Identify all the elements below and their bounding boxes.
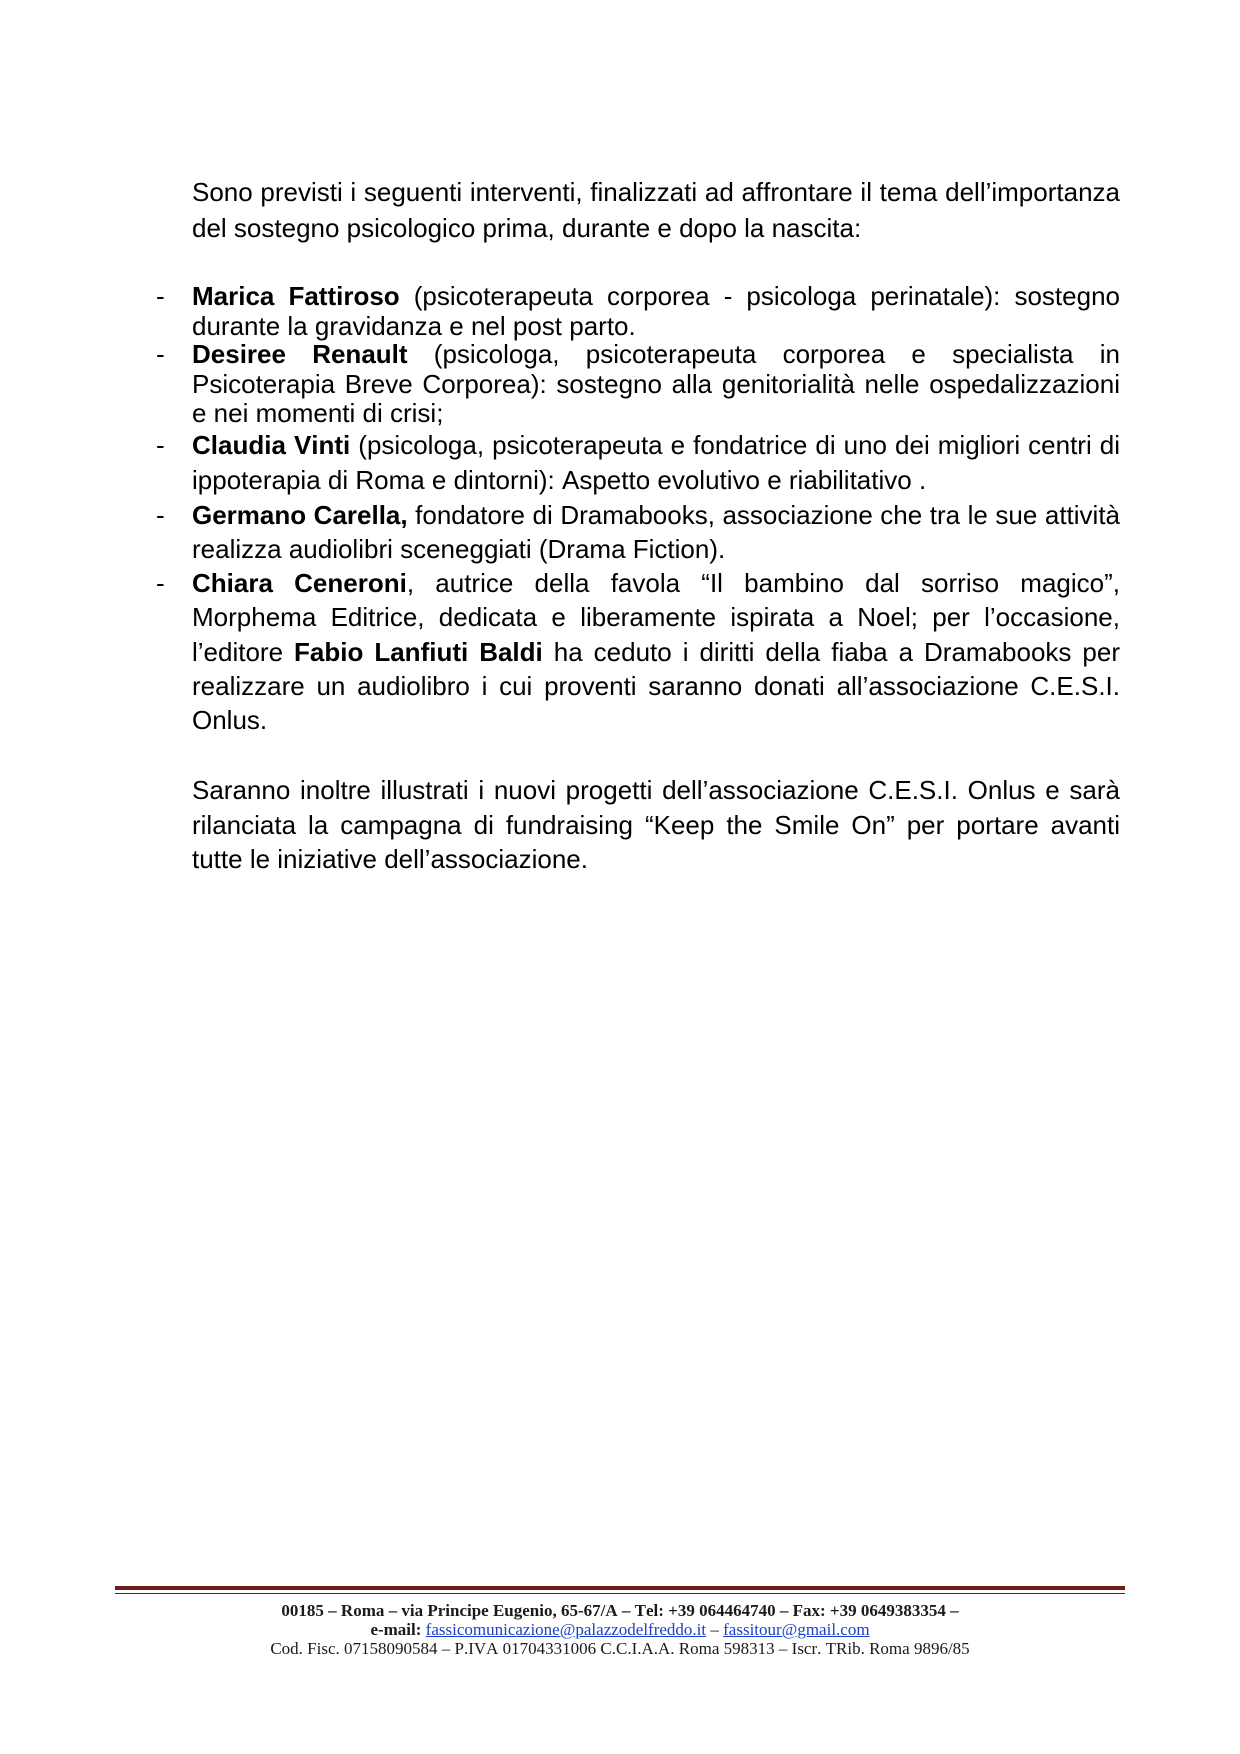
publisher-name: Fabio Lanfiuti Baldi [294, 636, 543, 667]
email-separator: – [710, 1620, 719, 1639]
speaker-item [156, 566, 1120, 737]
email-link-primary[interactable]: fassicomunicazione@palazzodelfreddo.it [425, 1620, 707, 1639]
list-dash: - [156, 500, 165, 530]
speaker-description: (psicologa, psicoterapeuta corporea e specialista in Psicoterapia Breve Corporea): sostegno alla genitorialità nelle ospedalizzazioni e nei momenti di crisi; [192, 339, 1120, 428]
footer-rule [115, 1586, 1125, 1594]
email-label: e-mail: [370, 1620, 422, 1639]
speaker-description: (psicoterapeuta corporea - psicologa perinatale): sostegno durante la gravidanza e nel post parto. [192, 281, 1120, 341]
footer-address: 00185 – Roma – via Principe Eugenio, 65-67/A – Tel: +39 064464740 – Fax: +39 0649383354 – [281, 1601, 959, 1620]
speaker-item [156, 339, 1120, 429]
speaker-description: fondatore di Dramabooks, associazione che tra le sue attività realizza audiolibri sceneggiati (Drama Fiction). [192, 500, 1120, 564]
list-dash: - [156, 281, 165, 311]
list-dash: - [156, 339, 165, 369]
speaker-description-continued: ha ceduto i diritti della fiaba a Dramabooks per realizzare un audiolibro i cui proventi saranno donati all’associazione C.E.S.I. Onlus. [192, 636, 1120, 735]
speaker-name: Chiara Ceneroni [192, 568, 407, 598]
speaker-description: (psicologa, psicoterapeuta e fondatrice di uno dei migliori centri di ippoterapia di Roma e dintorni): Aspetto evolutivo e riabilitativo . [192, 430, 1120, 495]
speaker-description: , autrice della favola “Il bambino dal sorriso magico”, Morphema Editrice, dedicata e liberamente ispirata a Noel; per l’occasione, l’editore [192, 568, 1120, 667]
speaker-name: Claudia Vinti [192, 430, 351, 460]
footer [0, 1601, 1240, 1658]
speaker-item [156, 281, 1120, 341]
footer-registry: Cod. Fisc. 07158090584 – P.IVA 01704331006 C.C.I.A.A. Roma 598313 – Iscr. TRib. Roma 9896/85 [270, 1639, 970, 1658]
speaker-item [156, 498, 1120, 566]
list-dash: - [156, 568, 165, 598]
speaker-name: Germano Carella, [192, 500, 408, 530]
footer-email-line [0, 1620, 1240, 1639]
speaker-item [156, 428, 1120, 498]
intro-paragraph: Sono previsti i seguenti interventi, finalizzati ad affrontare il tema dell’importanza del sostegno psicologico prima, durante e dopo la nascita: [192, 177, 1120, 243]
email-link-secondary[interactable]: fassitour@gmail.com [723, 1620, 870, 1639]
closing-paragraph: Saranno inoltre illustrati i nuovi progetti dell’associazione C.E.S.I. Onlus e sarà rilanciata la campagna di fundraising “Keep the Smile On” per portare avanti tutte le iniziative dell’associazione. [192, 775, 1120, 874]
speaker-name: Desiree Renault [192, 339, 408, 369]
speaker-name: Marica Fattiroso [192, 281, 400, 311]
list-dash: - [156, 430, 165, 460]
